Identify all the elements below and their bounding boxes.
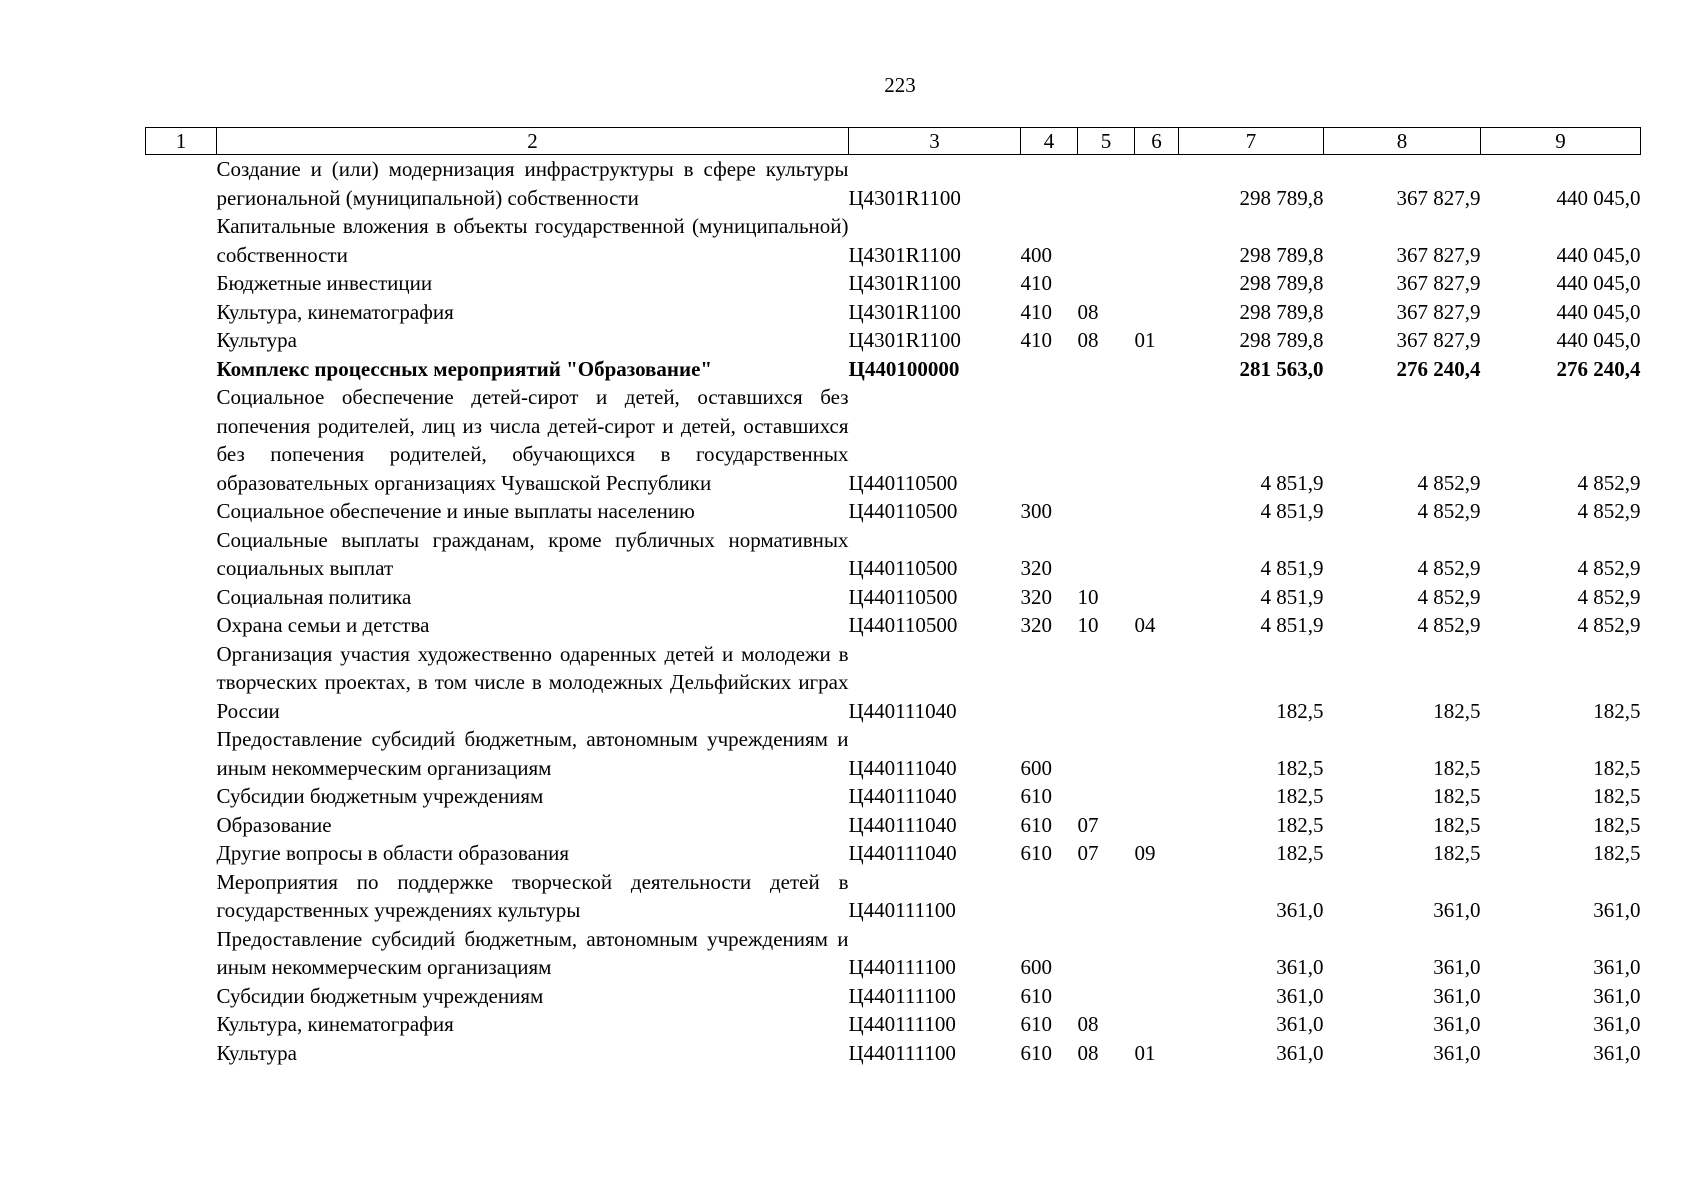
row-code-cell: Ц440111040	[848, 698, 957, 723]
row-name-cell: Социальная политика	[216, 584, 412, 609]
row-index-cell	[146, 611, 217, 640]
row-name-cell: Образование	[216, 812, 332, 837]
row-value-col8-cell: 367 827,9	[1396, 271, 1481, 295]
row-name-cell: Капитальные вложения в объекты государственной (муниципальной) собственности	[216, 214, 849, 267]
row-value-col7-cell: 361,0	[1276, 983, 1324, 1008]
col-header-4: 4	[1021, 128, 1078, 155]
row-value-col7-cell: 361,0	[1276, 955, 1324, 979]
row-section-cell: 08	[1077, 328, 1099, 352]
row-section-cell	[1078, 925, 1135, 982]
row-code-cell: Ц440100000	[848, 356, 960, 381]
row-value-col8-cell: 182,5	[1433, 698, 1481, 723]
row-subsection-cell	[1135, 811, 1179, 840]
row-code-cell: Ц440111040	[848, 784, 957, 808]
row-expense-type-cell: 600	[1020, 755, 1052, 780]
row-value-col9-cell: 276 240,4	[1556, 356, 1641, 381]
row-value-col7-cell: 4 851,9	[1260, 556, 1324, 580]
row-value-col8-cell: 182,5	[1433, 755, 1481, 780]
row-name-cell: Комплекс процессных мероприятий "Образование"	[216, 356, 713, 381]
row-value-col7-cell: 4 851,9	[1260, 470, 1324, 495]
row-index-cell	[146, 982, 217, 1011]
row-subsection-cell	[1135, 269, 1179, 298]
row-value-col9-cell: 4 852,9	[1577, 499, 1641, 523]
row-value-col8-cell: 4 852,9	[1417, 470, 1481, 495]
table-row	[146, 383, 1641, 497]
table-row	[146, 326, 1641, 355]
row-code-cell: Ц440111100	[848, 983, 956, 1008]
row-subsection-cell: 01	[1134, 328, 1156, 352]
row-section-cell: 10	[1077, 584, 1099, 609]
row-value-col7-cell: 4 851,9	[1260, 499, 1324, 523]
row-expense-type-cell: 610	[1020, 841, 1052, 865]
table-row	[146, 1010, 1641, 1039]
col-header-6: 6	[1135, 128, 1179, 155]
row-subsection-cell	[1135, 725, 1179, 782]
row-section-cell: 08	[1077, 299, 1099, 324]
row-expense-type-cell	[1021, 640, 1078, 726]
row-value-col7-cell: 182,5	[1276, 841, 1324, 865]
row-section-cell	[1078, 640, 1135, 726]
row-value-col9-cell: 361,0	[1593, 955, 1641, 979]
row-section-cell	[1078, 355, 1135, 384]
row-name-cell: Бюджетные инвестиции	[216, 271, 433, 295]
table-row	[146, 212, 1641, 269]
row-subsection-cell: 01	[1134, 1040, 1156, 1065]
row-value-col8-cell: 367 827,9	[1396, 328, 1481, 352]
table-row	[146, 497, 1641, 526]
row-name-cell: Предоставление субсидий бюджетным, автономным учреждениям и иным некоммерческим организациям	[216, 727, 849, 780]
row-value-col7-cell: 361,0	[1276, 1040, 1324, 1065]
row-value-col9-cell: 440 045,0	[1556, 271, 1641, 295]
col-header-2: 2	[217, 128, 849, 155]
table-row	[146, 526, 1641, 583]
table-row	[146, 583, 1641, 612]
table-row	[146, 155, 1641, 213]
col-header-9: 9	[1481, 128, 1641, 155]
row-value-col8-cell: 361,0	[1433, 955, 1481, 979]
row-index-cell	[146, 269, 217, 298]
row-subsection-cell	[1135, 782, 1179, 811]
row-name-cell: Организация участия художественно одаренных детей и молодежи в творческих проектах, в том числе в молодежных Дельфийских играх России	[216, 641, 849, 723]
row-expense-type-cell	[1021, 355, 1078, 384]
row-expense-type-cell	[1021, 383, 1078, 497]
row-section-cell: 07	[1077, 841, 1099, 865]
row-subsection-cell	[1135, 212, 1179, 269]
row-subsection-cell	[1135, 640, 1179, 726]
row-value-col8-cell: 361,0	[1433, 983, 1481, 1008]
table-row	[146, 782, 1641, 811]
row-code-cell: Ц440111100	[848, 898, 956, 922]
row-value-col7-cell: 298 789,8	[1239, 242, 1324, 267]
row-index-cell	[146, 1039, 217, 1068]
row-subsection-cell	[1135, 155, 1179, 213]
row-value-col9-cell: 440 045,0	[1556, 328, 1641, 352]
table-row	[146, 868, 1641, 925]
table-body	[146, 155, 1641, 1068]
row-value-col8-cell: 367 827,9	[1396, 299, 1481, 324]
row-code-cell: Ц440111100	[848, 955, 956, 979]
row-section-cell: 07	[1077, 812, 1099, 837]
row-value-col7-cell: 298 789,8	[1239, 271, 1324, 295]
row-value-col7-cell: 182,5	[1276, 784, 1324, 808]
row-name-cell: Культура, кинематография	[216, 299, 454, 324]
row-section-cell	[1078, 497, 1135, 526]
row-value-col7-cell: 298 789,8	[1239, 328, 1324, 352]
row-subsection-cell	[1135, 497, 1179, 526]
row-index-cell	[146, 782, 217, 811]
row-index-cell	[146, 526, 217, 583]
row-value-col8-cell: 4 852,9	[1417, 499, 1481, 523]
row-index-cell	[146, 155, 217, 213]
row-expense-type-cell: 600	[1020, 955, 1052, 979]
row-value-col9-cell: 4 852,9	[1577, 613, 1641, 637]
row-index-cell	[146, 925, 217, 982]
row-expense-type-cell: 410	[1020, 299, 1052, 324]
row-code-cell: Ц440110500	[848, 613, 958, 637]
row-index-cell	[146, 583, 217, 612]
row-section-cell: 08	[1077, 1040, 1099, 1065]
row-code-cell: Ц4301R1100	[848, 299, 961, 324]
row-expense-type-cell: 320	[1020, 556, 1052, 580]
row-subsection-cell	[1135, 982, 1179, 1011]
row-expense-type-cell: 410	[1020, 271, 1052, 295]
table-row	[146, 725, 1641, 782]
row-value-col9-cell: 182,5	[1593, 841, 1641, 865]
row-index-cell	[146, 383, 217, 497]
row-expense-type-cell: 300	[1020, 499, 1052, 523]
row-section-cell	[1078, 155, 1135, 213]
row-index-cell	[146, 640, 217, 726]
row-name-cell: Создание и (или) модернизация инфраструктуры в сфере культуры региональной (муниципальной) собственности	[216, 157, 849, 210]
row-value-col7-cell: 298 789,8	[1239, 185, 1324, 210]
row-name-cell: Культура	[216, 328, 297, 352]
row-value-col7-cell: 4 851,9	[1260, 584, 1324, 609]
row-code-cell: Ц4301R1100	[848, 328, 961, 352]
row-value-col9-cell: 440 045,0	[1556, 185, 1641, 210]
row-section-cell	[1078, 725, 1135, 782]
col-header-8: 8	[1324, 128, 1481, 155]
table-row	[146, 298, 1641, 327]
row-value-col8-cell: 361,0	[1433, 898, 1481, 922]
row-code-cell: Ц4301R1100	[848, 271, 961, 295]
row-index-cell	[146, 355, 217, 384]
row-subsection-cell	[1135, 868, 1179, 925]
row-index-cell	[146, 811, 217, 840]
col-header-3: 3	[849, 128, 1021, 155]
row-index-cell	[146, 298, 217, 327]
row-section-cell	[1078, 782, 1135, 811]
row-value-col8-cell: 4 852,9	[1417, 584, 1481, 609]
row-subsection-cell	[1135, 583, 1179, 612]
row-value-col8-cell: 361,0	[1433, 1012, 1481, 1036]
row-name-cell: Культура, кинематография	[216, 1012, 454, 1036]
page-number: 223	[884, 73, 916, 97]
row-value-col8-cell: 367 827,9	[1396, 242, 1481, 267]
row-value-col8-cell: 367 827,9	[1396, 185, 1481, 210]
row-value-col9-cell: 361,0	[1593, 898, 1641, 922]
row-value-col9-cell: 182,5	[1593, 755, 1641, 780]
row-value-col8-cell: 4 852,9	[1417, 613, 1481, 637]
row-value-col9-cell: 4 852,9	[1577, 470, 1641, 495]
row-value-col9-cell: 361,0	[1593, 1040, 1641, 1065]
row-expense-type-cell: 400	[1020, 242, 1052, 267]
row-code-cell: Ц440111040	[848, 841, 957, 865]
row-expense-type-cell: 610	[1020, 1040, 1052, 1065]
row-code-cell: Ц440111040	[848, 812, 957, 837]
row-expense-type-cell: 410	[1020, 328, 1052, 352]
row-code-cell: Ц440111100	[848, 1040, 956, 1065]
row-section-cell	[1078, 526, 1135, 583]
row-value-col9-cell: 440 045,0	[1556, 299, 1641, 324]
row-value-col9-cell: 182,5	[1593, 784, 1641, 808]
row-name-cell: Социальное обеспечение и иные выплаты населению	[216, 499, 695, 523]
table-row	[146, 839, 1641, 868]
row-expense-type-cell: 610	[1020, 812, 1052, 837]
row-value-col8-cell: 182,5	[1433, 812, 1481, 837]
column-number-header	[146, 128, 1641, 155]
row-name-cell: Другие вопросы в области образования	[216, 841, 570, 865]
row-expense-type-cell: 610	[1020, 983, 1052, 1008]
row-expense-type-cell	[1021, 868, 1078, 925]
row-subsection-cell	[1135, 298, 1179, 327]
row-name-cell: Социальные выплаты гражданам, кроме публичных нормативных социальных выплат	[216, 527, 849, 580]
row-subsection-cell: 09	[1134, 841, 1156, 865]
col-header-1: 1	[146, 128, 217, 155]
row-code-cell: Ц4301R1100	[848, 242, 961, 267]
row-section-cell	[1078, 269, 1135, 298]
row-expense-type-cell	[1021, 155, 1078, 213]
row-value-col9-cell: 440 045,0	[1556, 242, 1641, 267]
row-value-col8-cell: 276 240,4	[1396, 356, 1481, 381]
table-row	[146, 269, 1641, 298]
row-code-cell: Ц440111040	[848, 755, 957, 780]
row-section-cell	[1078, 868, 1135, 925]
row-code-cell: Ц4301R1100	[848, 185, 961, 210]
table-row	[146, 811, 1641, 840]
col-header-5: 5	[1078, 128, 1135, 155]
row-code-cell: Ц440110500	[848, 470, 958, 495]
row-subsection-cell	[1135, 383, 1179, 497]
row-value-col9-cell: 4 852,9	[1577, 584, 1641, 609]
row-section-cell: 08	[1077, 1012, 1099, 1036]
row-value-col7-cell: 182,5	[1276, 698, 1324, 723]
row-code-cell: Ц440110500	[848, 499, 958, 523]
row-value-col9-cell: 361,0	[1593, 983, 1641, 1008]
row-section-cell	[1078, 383, 1135, 497]
row-value-col8-cell: 182,5	[1433, 784, 1481, 808]
table-row	[146, 355, 1641, 384]
row-value-col8-cell: 182,5	[1433, 841, 1481, 865]
table-row	[146, 925, 1641, 982]
row-name-cell: Охрана семьи и детства	[216, 613, 430, 637]
row-code-cell: Ц440111100	[848, 1012, 956, 1036]
row-value-col8-cell: 4 852,9	[1417, 556, 1481, 580]
row-name-cell: Субсидии бюджетным учреждениям	[216, 983, 544, 1008]
row-code-cell: Ц440110500	[848, 556, 958, 580]
row-index-cell	[146, 326, 217, 355]
row-expense-type-cell: 610	[1020, 784, 1052, 808]
row-value-col9-cell: 182,5	[1593, 698, 1641, 723]
budget-table	[145, 127, 1641, 1067]
table-row	[146, 982, 1641, 1011]
row-index-cell	[146, 868, 217, 925]
row-value-col7-cell: 4 851,9	[1260, 613, 1324, 637]
col-header-7: 7	[1179, 128, 1324, 155]
row-index-cell	[146, 725, 217, 782]
row-expense-type-cell: 320	[1020, 613, 1052, 637]
row-value-col7-cell: 298 789,8	[1239, 299, 1324, 324]
row-index-cell	[146, 839, 217, 868]
row-name-cell: Культура	[216, 1040, 297, 1065]
row-name-cell: Мероприятия по поддержке творческой деятельности детей в государственных учреждениях культуры	[216, 869, 849, 922]
row-value-col7-cell: 182,5	[1276, 755, 1324, 780]
row-value-col7-cell: 182,5	[1276, 812, 1324, 837]
table-row	[146, 611, 1641, 640]
row-index-cell	[146, 1010, 217, 1039]
row-value-col7-cell: 281 563,0	[1239, 356, 1324, 381]
table-row	[146, 1039, 1641, 1068]
table-row	[146, 640, 1641, 726]
row-value-col8-cell: 361,0	[1433, 1040, 1481, 1065]
row-section-cell	[1078, 982, 1135, 1011]
row-section-cell: 10	[1077, 613, 1099, 637]
row-index-cell	[146, 497, 217, 526]
row-index-cell	[146, 212, 217, 269]
row-expense-type-cell: 320	[1020, 584, 1052, 609]
row-subsection-cell	[1135, 1010, 1179, 1039]
row-section-cell	[1078, 212, 1135, 269]
row-value-col9-cell: 4 852,9	[1577, 556, 1641, 580]
row-expense-type-cell: 610	[1020, 1012, 1052, 1036]
row-subsection-cell: 04	[1134, 613, 1156, 637]
row-name-cell: Предоставление субсидий бюджетным, автономным учреждениям и иным некоммерческим организациям	[216, 926, 849, 979]
row-value-col7-cell: 361,0	[1276, 1012, 1324, 1036]
row-value-col9-cell: 182,5	[1593, 812, 1641, 837]
row-value-col9-cell: 361,0	[1593, 1012, 1641, 1036]
row-code-cell: Ц440110500	[848, 584, 958, 609]
row-subsection-cell	[1135, 355, 1179, 384]
row-name-cell: Субсидии бюджетным учреждениям	[216, 784, 544, 808]
row-subsection-cell	[1135, 526, 1179, 583]
row-value-col7-cell: 361,0	[1276, 898, 1324, 922]
row-name-cell: Социальное обеспечение детей-сирот и детей, оставшихся без попечения родителей, лиц из числа детей-сирот и детей, оставшихся без попечения родителей, обучающихся в государственных образовательных организациях Чувашской Республики	[216, 385, 849, 495]
row-subsection-cell	[1135, 925, 1179, 982]
